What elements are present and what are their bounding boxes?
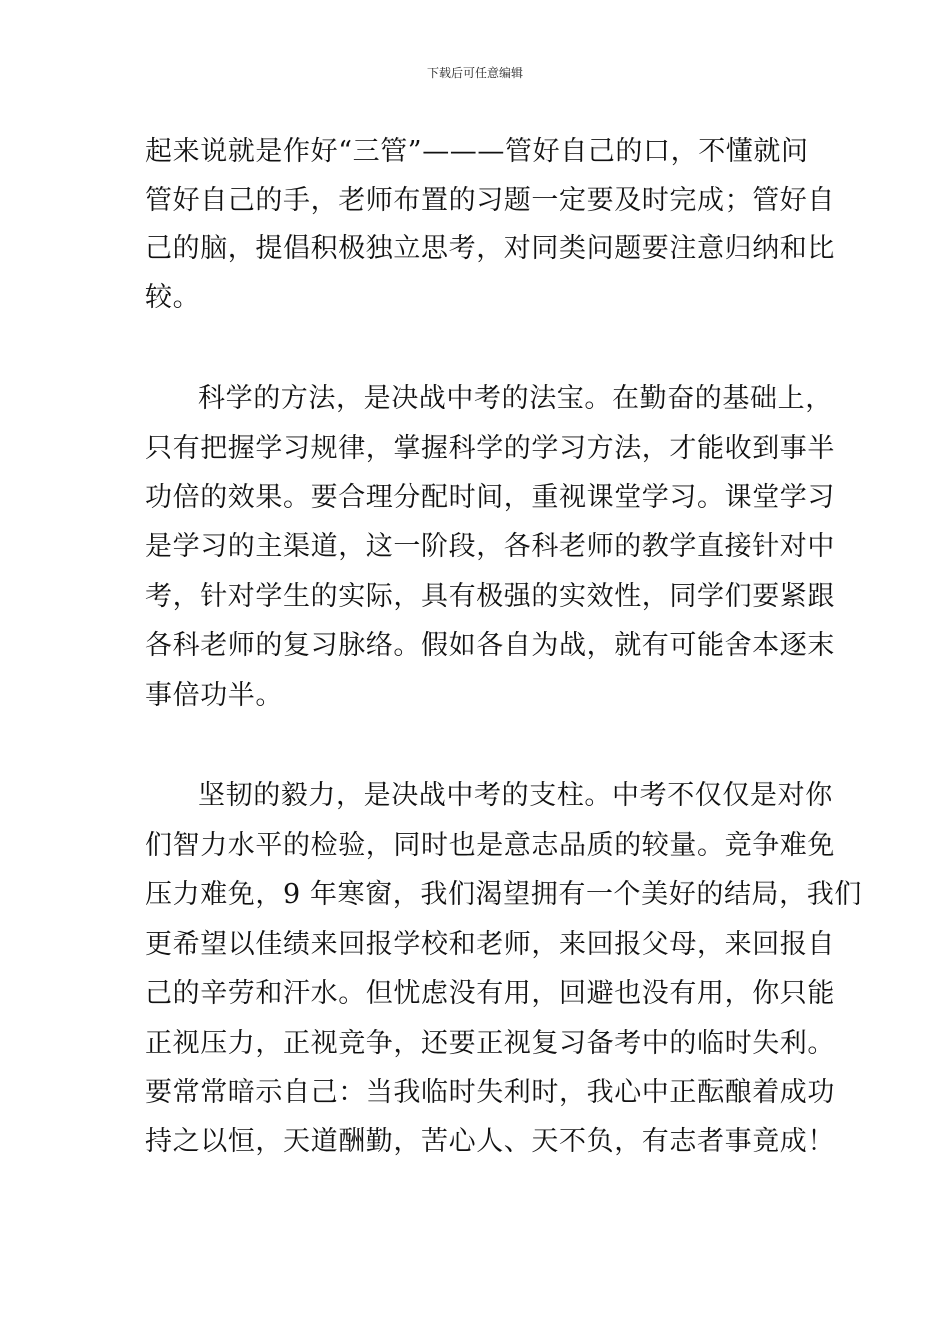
paragraph-2-line-7: 事倍功半。 [145,680,283,711]
paragraph-2-line-5: 考，针对学生的实际，具有极强的实效性，同学们要紧跟 [145,581,835,612]
paragraph-2-line-4: 是学习的主渠道，这一阶段，各科老师的教学直接针对中 [145,531,835,562]
paragraph-3-line-2: 们智力水平的检验，同时也是意志品质的较量。竞争难免 [145,830,835,861]
paragraph-3-line-4: 更希望以佳绩来回报学校和老师，来回报父母，来回报自 [145,929,835,960]
paragraph-2-line-3: 功倍的效果。要合理分配时间，重视课堂学习。课堂学习 [145,482,835,513]
paragraph-1-line-1: 起来说就是作好“三管”———管好自己的口，不懂就问 [145,136,809,167]
paragraph-3-line-6: 正视压力，正视竞争，还要正视复习备考中的临时失利。 [145,1028,835,1059]
paragraph-2-line-2: 只有把握学习规律，掌握科学的学习方法，才能收到事半 [145,433,835,464]
paragraph-1-line-3: 己的脑，提倡积极独立思考，对同类问题要注意归纳和比 [145,233,835,264]
paragraph-3-line-7: 要常常暗示自己：当我临时失利时，我心中正酝酿着成功 [145,1077,835,1108]
paragraph-3-line-8: 持之以恒，天道酬勤，苦心人、天不负，有志者事竟成！ [145,1126,835,1157]
page-header-note: 下载后可任意编辑 [426,66,523,80]
paragraph-2-line-1: 科学的方法，是决战中考的法宝。在勤奋的基础上， [198,383,833,414]
paragraph-3-line-5: 己的辛劳和汗水。但忧虑没有用，回避也没有用，你只能 [145,978,835,1009]
paragraph-3-line-1: 坚韧的毅力，是决战中考的支柱。中考不仅仅是对你 [198,780,833,811]
paragraph-1-line-4: 较。 [145,282,201,313]
paragraph-2-line-6: 各科老师的复习脉络。假如各自为战，就有可能舍本逐末 [145,630,835,661]
paragraph-1-line-2: 管好自己的手，老师布置的习题一定要及时完成；管好自 [145,185,835,216]
paragraph-3-line-3: 压力难免，9 年寒窗，我们渴望拥有一个美好的结局，我们 [145,879,862,910]
